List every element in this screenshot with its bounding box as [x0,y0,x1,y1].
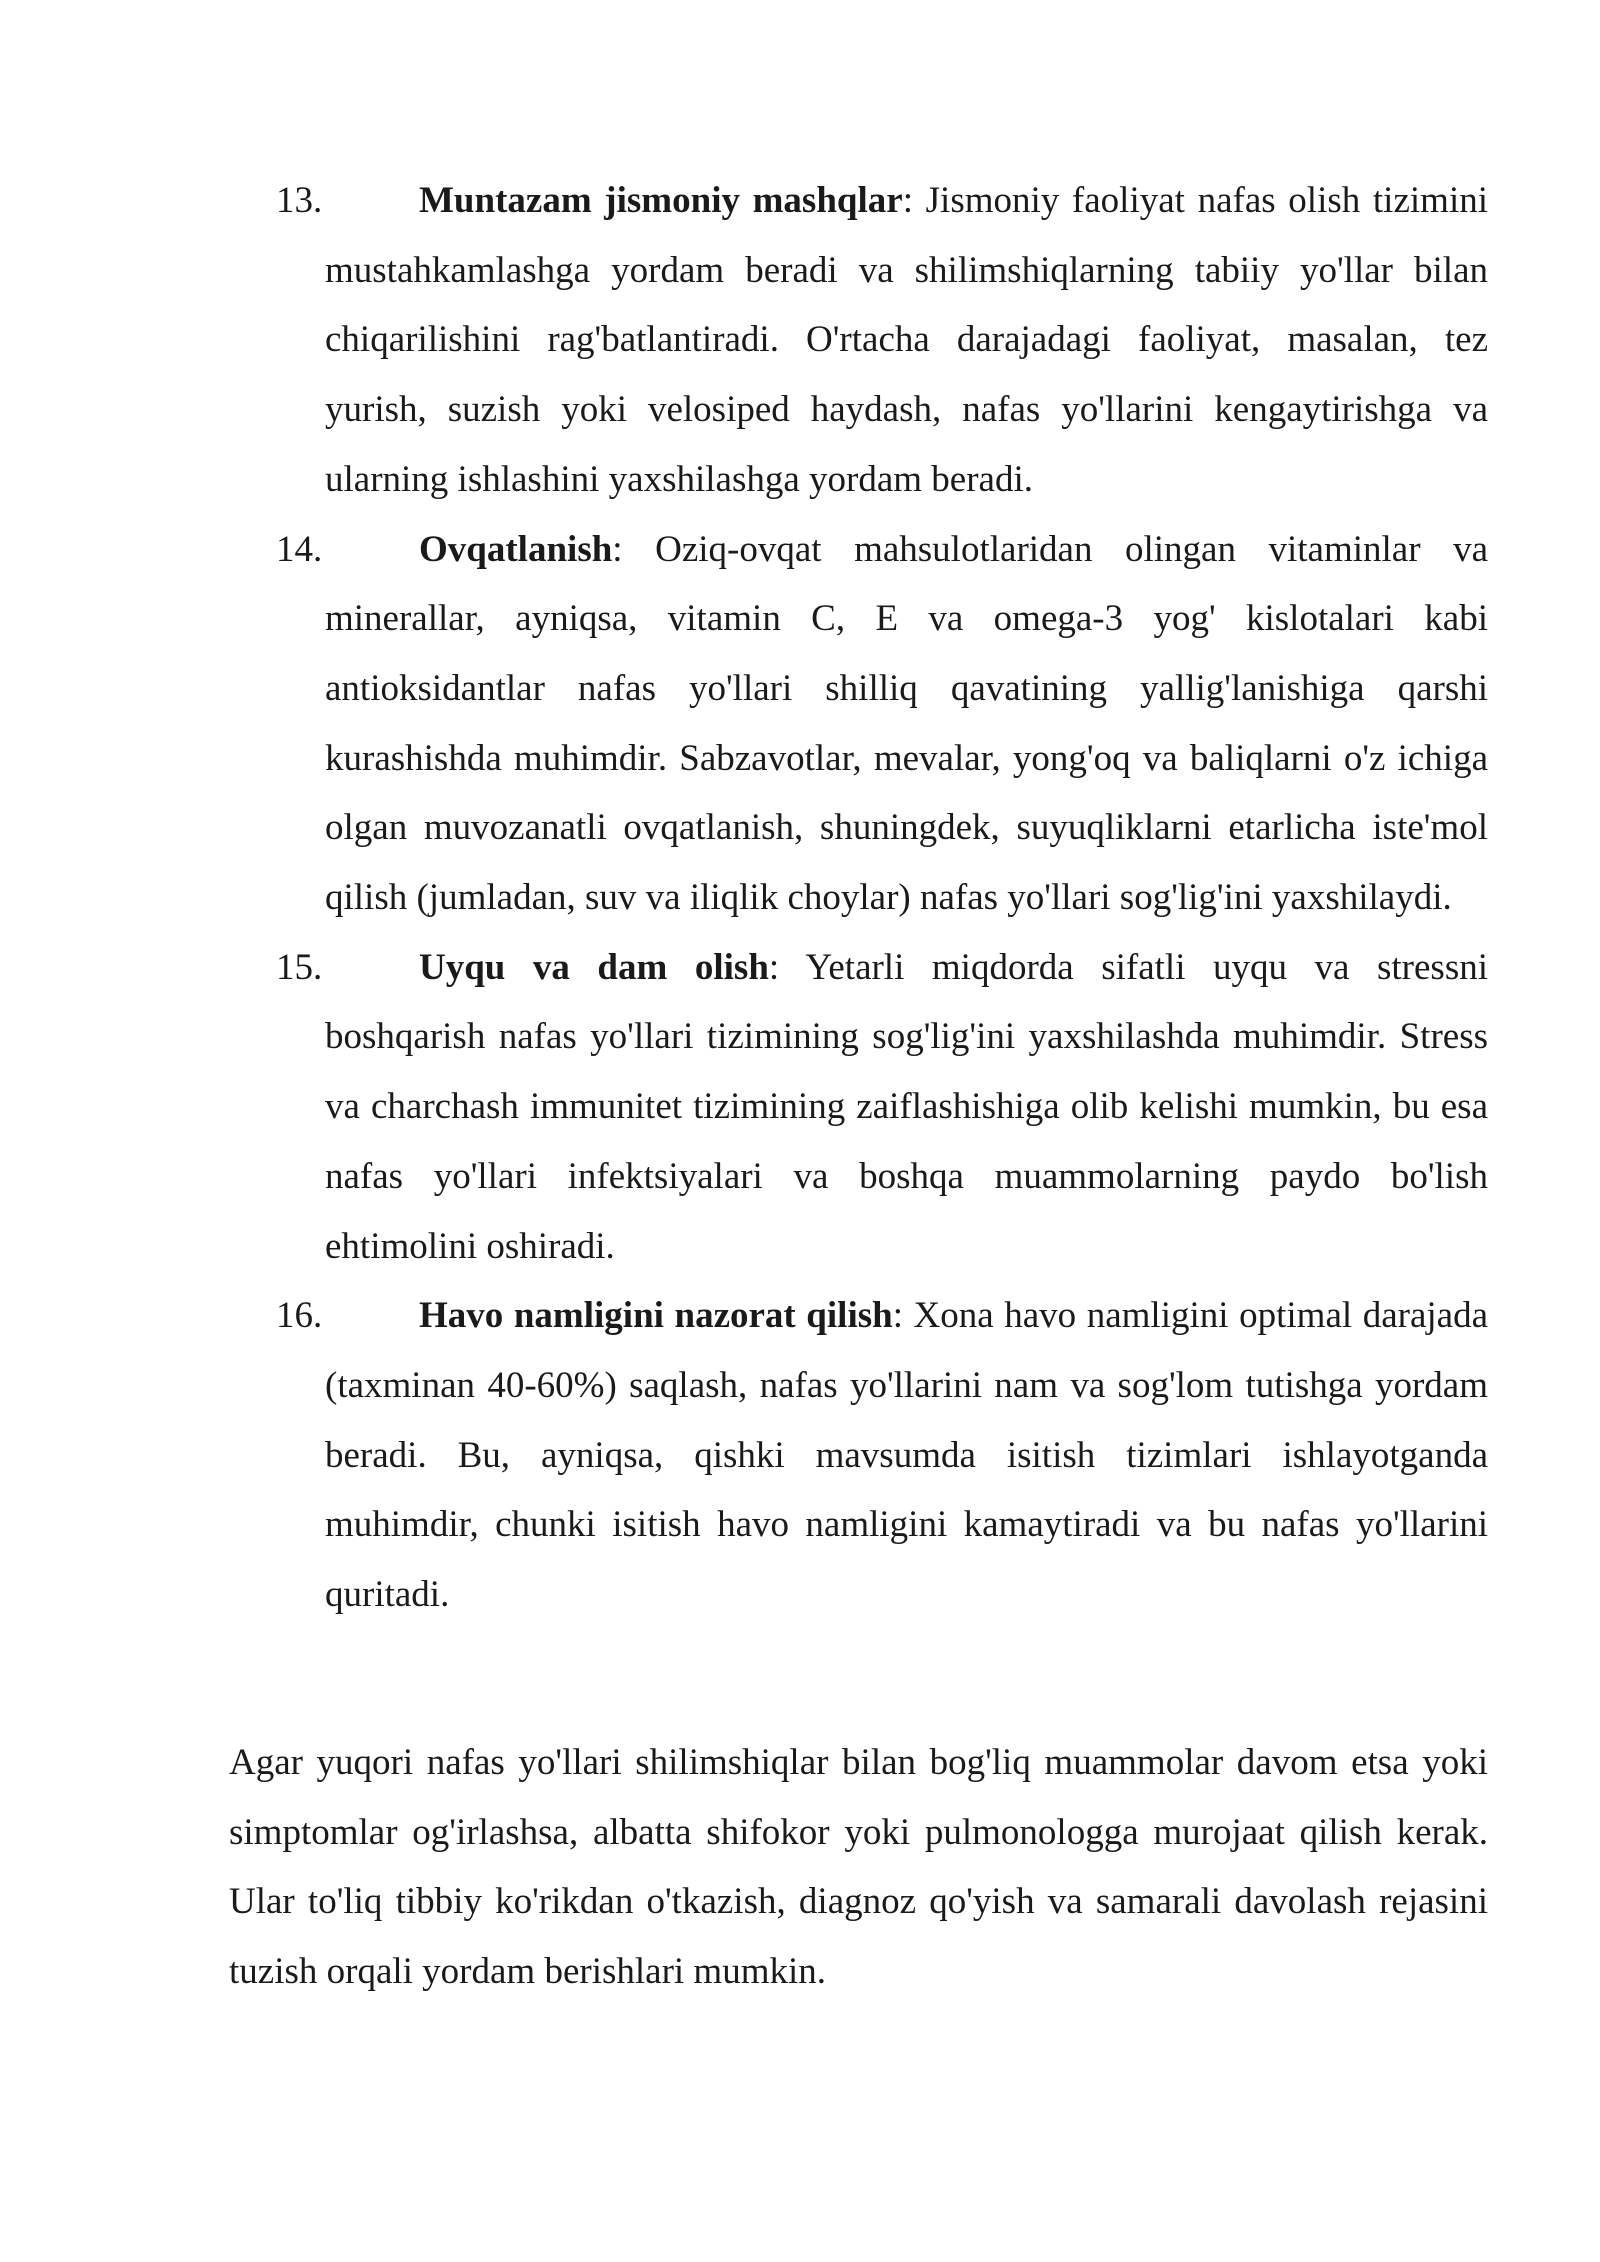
list-item [276,166,1488,515]
list-item-body: Yetarli miqdorda sifatli uyqu va stressni boshqarish nafas yo'llari tizimining sog'lig'ini yaxshilashda muhimdir. Stress va charchash immunitet tizimining zaiflashishiga olib kelishi mumkin, bu esa nafas yo'llari infektsiyalari va boshqa muammolarning paydo bo'lish ehtimolini oshiradi. [325,946,1488,1267]
list-item-number: 15. [276,946,323,988]
list-item-title: Havo namligini nazorat qilish [419,1295,893,1337]
list-item-body: Oziq-ovqat mahsulotlaridan olingan vitaminlar va minerallar, ayniqsa, vitamin C, E va omega-3 yog' kislotalari kabi antioksidantlar nafas yo'llari shilliq qavatining yallig'lanishiga qarshi kurashishda muhimdir. Sabzavotlar, mevalar, yong'oq va baliqlarni o'z ichiga olgan muvozanatli ovqatlanish, shuningdek, suyuqliklarni etarlicha iste'mol qilish (jumladan, suv va iliqlik choylar) nafas yo'llari sog'lig'ini yaxshilaydi. [325,528,1488,919]
list-item-title: Ovqatlanish [419,528,613,570]
list-item-number: 13. [276,180,323,221]
list-item-body: Xona havo namligini optimal darajada (taxminan 40-60%) saqlash, nafas yo'llarini nam va sog'lom tutishga yordam beradi. Bu, ayniqsa, qishki mavsumda isitish tizimlari ishlayotganda muhimdir, chunki isitish havo namligini kamaytiradi va bu nafas yo'llarini quritadi. [325,1295,1489,1616]
list-item-title: Uyqu va dam olish [419,946,769,988]
list-item [276,1281,1488,1630]
list-item-number: 14. [276,528,323,570]
list-item-title: Muntazam jismoniy mashqlar [419,180,903,221]
title-separator: : [892,1295,903,1337]
title-separator: : [768,946,780,988]
list-item [276,933,1488,1282]
title-separator: : [902,180,913,221]
list-item-number: 16. [276,1295,323,1337]
list-item [276,515,1488,933]
closing-paragraph: Agar yuqori nafas yo'llari shilimshiqlar bilan bog'liq muammolar davom etsa yoki simptomlar og'irlashsa, albatta shifokor yoki pulmonologga murojaat qilish kerak. Ular to'liq tibbiy ko'rikdan o'tkazish, diagnoz qo'yish va samarali davolash rejasini tuzish orqali yordam berishlari mumkin. [229,1742,1488,1993]
title-separator: : [612,528,623,570]
numbered-list [276,166,1488,1630]
list-item-body: Jismoniy faoliyat nafas olish tizimini mustahkamlashga yordam beradi va shilimshiqlarning tabiiy yo'llar bilan chiqarilishini rag'batlantiradi. O'rtacha darajadagi faoliyat, masalan, tez yurish, suzish yoki velosiped haydash, nafas yo'llarini kengaytirishga va ularning ishlashini yaxshilashga yordam beradi. [325,180,1488,500]
